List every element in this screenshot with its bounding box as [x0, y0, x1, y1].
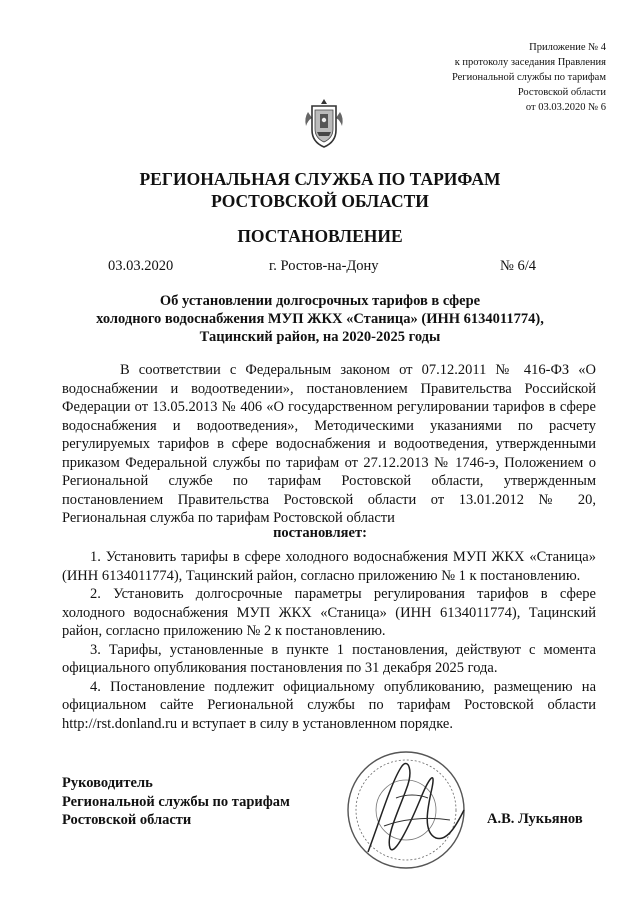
- appendix-line: от 03.03.2020 № 6: [525, 102, 606, 113]
- resolution-item: 3. Тарифы, установленные в пункте 1 постановления, действуют с момента официального опубликования постановления по 31 декабря 2025 года.: [62, 641, 596, 676]
- preamble-paragraph: В соответствии с Федеральным законом от 07.12.2011 № 416-ФЗ «О водоснабжении и водоотведении», постановлением Правительства Российской Федерации от 13.05.2013 № 406 «О государственном регулировании тарифов в сфере водоснабжения и водоотведения», Методическими указаниями по расчету регулируемых тарифов в сфере водоснабжения и водоотведения, утвержденными приказом Федеральной службы по тарифам от 27.12.2013 № 1746-э, Положением о Региональной службе по тарифам Ростовской области, утвержденным постановлением Правительства Ростовской области от 13.01.2012 № 20, Региональная служба по тарифам Ростовской области: [62, 362, 596, 526]
- resolution-item: 4. Постановление подлежит официальному опубликованию, размещению на официальном сайте Региональной службы по тарифам Ростовской области http://rst.donland.ru и вступает в силу в установленном порядке.: [62, 678, 596, 732]
- signer-title: [62, 774, 342, 830]
- signer-title-line: Региональной службы по тарифам: [62, 793, 290, 810]
- document-date: 03.03.2020: [108, 258, 174, 274]
- subject-line: Тацинский район, на 2020-2025 годы: [199, 329, 441, 345]
- appendix-line: Региональной службы по тарифам: [451, 72, 606, 83]
- appendix-line: Ростовской области: [517, 87, 606, 98]
- appendix-line: Приложение № 4: [529, 42, 606, 53]
- resolves-heading: постановляет:: [273, 525, 367, 541]
- document-city: г. Ростов-на-Дону: [269, 258, 379, 274]
- document-number: № 6/4: [500, 258, 536, 274]
- subject-line: холодного водоснабжения МУП ЖКХ «Станица» (ИНН 6134011774),: [96, 311, 544, 327]
- appendix-line: к протоколу заседания Правления: [454, 57, 606, 68]
- appendix-note: [346, 40, 606, 115]
- seal-signature-icon: [340, 740, 480, 880]
- subject-line: Об установлении долгосрочных тарифов в сфере: [159, 293, 481, 309]
- signer-title-line: Руководитель: [62, 775, 153, 791]
- signer-title-line: Ростовской области: [62, 812, 192, 828]
- document-type: ПОСТАНОВЛЕНИЕ: [237, 226, 403, 246]
- agency-title-line: РОСТОВСКОЙ ОБЛАСТИ: [211, 191, 429, 211]
- document-subject: [60, 292, 580, 346]
- agency-title: [0, 168, 640, 212]
- resolution-item: 2. Установить долгосрочные параметры регулирования тарифов в сфере холодного водоснабжения МУП ЖКХ «Станица» (ИНН 6134011774), Тацинский район, согласно приложению № 2 к постановлению.: [62, 586, 596, 639]
- resolution-item: 1. Установить тарифы в сфере холодного водоснабжения МУП ЖКХ «Станица» (ИНН 6134011774), Тацинский район, согласно приложению № 1 к постановлению.: [62, 549, 596, 584]
- agency-title-line: РЕГИОНАЛЬНАЯ СЛУЖБА ПО ТАРИФАМ: [139, 169, 501, 189]
- signer-name: А.В. Лукьянов: [487, 811, 583, 827]
- resolution-items: [62, 548, 596, 733]
- coat-of-arms-icon: [300, 96, 348, 150]
